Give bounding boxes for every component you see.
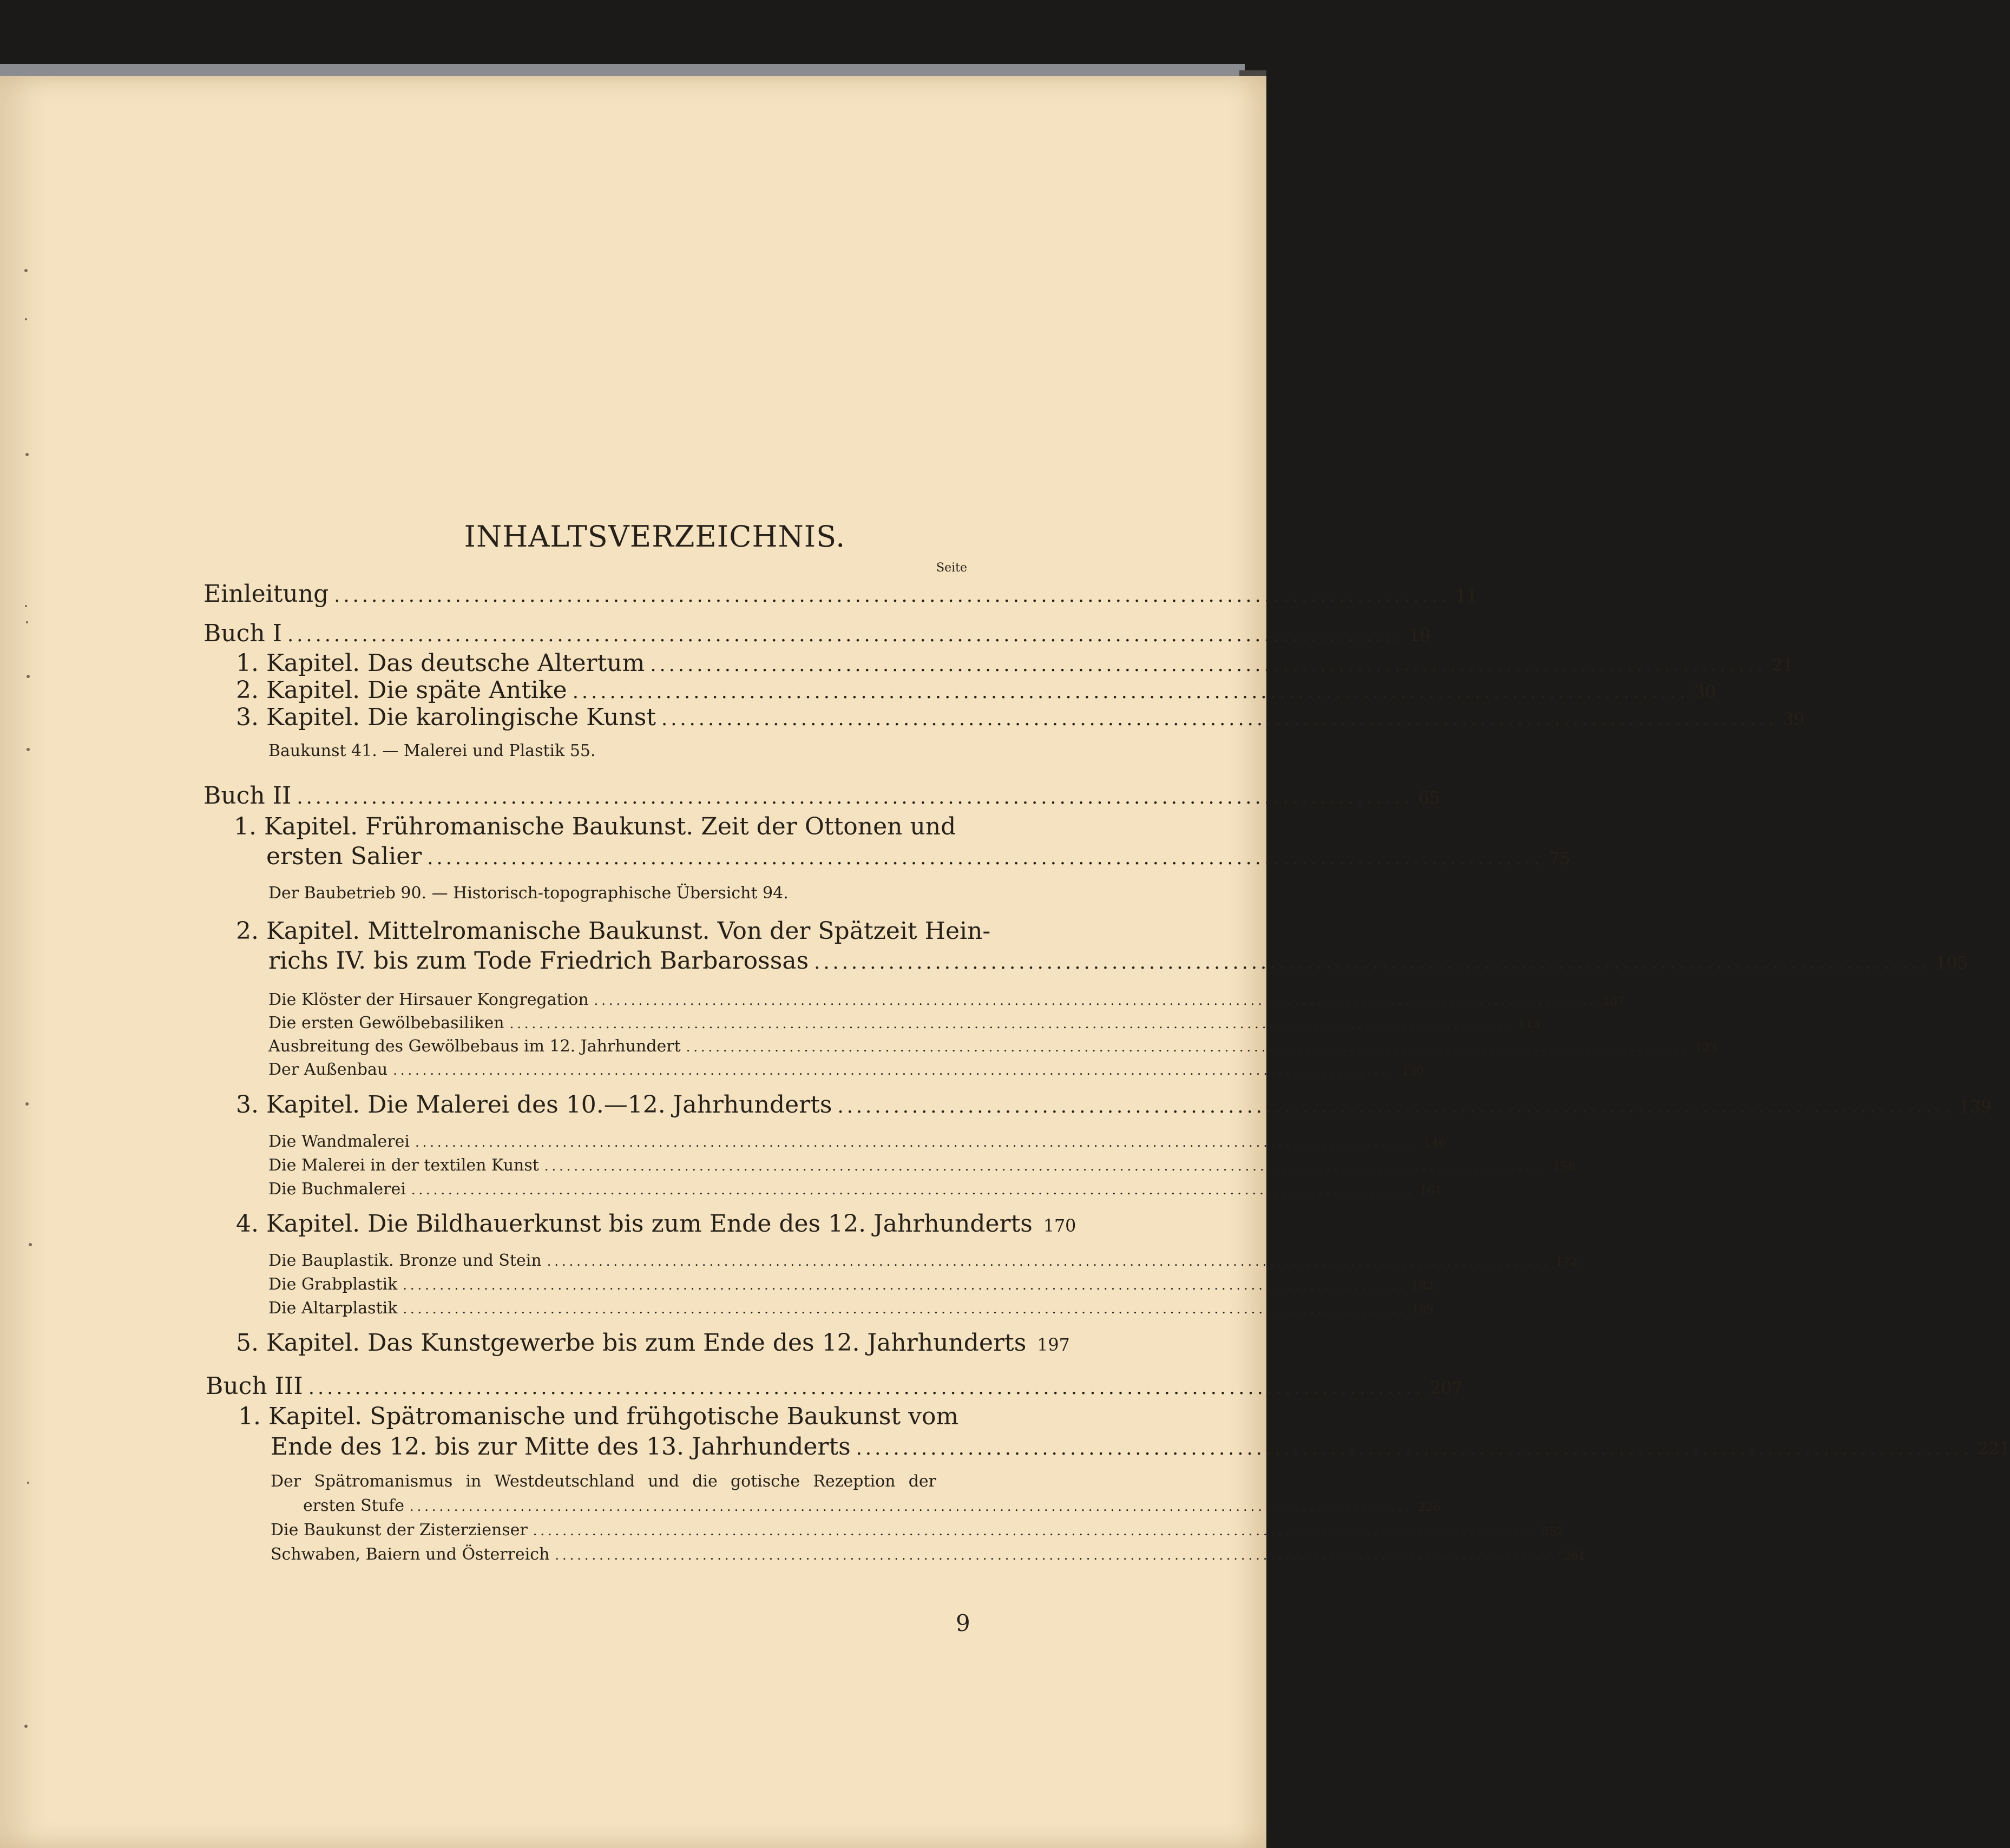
dot-leader: ........................................................................................................................................: [509, 1016, 1513, 1031]
toc-entry-label: Die Klöster der Hirsauer Kongregation: [268, 990, 589, 1009]
dot-leader: ........................................................................................................................................: [533, 1523, 1536, 1538]
toc-page-number: 226: [1418, 1501, 1441, 1514]
stitching-marks: [0, 76, 38, 1848]
dot-leader: ........................................................................................................................................: [403, 1278, 1406, 1293]
toc-page-number: 146: [1423, 1136, 1446, 1150]
toc-entry-label: Buch II: [203, 782, 292, 810]
toc-entry-label: Die ersten Gewölbebasiliken: [268, 1014, 504, 1032]
toc-subentry[interactable]: [271, 1545, 1586, 1564]
dot-leader: ........................................................................................................................................: [415, 1135, 1418, 1150]
toc-subentry[interactable]: [268, 1037, 1717, 1056]
toc-entry-label: Die Bauplastik. Bronze und Stein: [268, 1251, 542, 1270]
dot-leader: ........................................................................................................................: [856, 1437, 1972, 1459]
toc-entry-label: Die Grabplastik: [268, 1275, 398, 1294]
toc-page-number: 158: [1553, 1160, 1575, 1174]
toc-entry-buch3-kapitel-1[interactable]: [271, 1433, 2010, 1461]
toc-page-number: 161: [1420, 1184, 1442, 1198]
dot-leader: ........................................................................................................................: [308, 1377, 1424, 1399]
toc-entry-buch-1[interactable]: [203, 620, 1431, 647]
toc-entry-label: Die Wandmalerei: [268, 1132, 410, 1151]
toc-entry-label: Buch III: [206, 1372, 303, 1400]
toc-entry-buch1-kapitel-2[interactable]: [236, 676, 1716, 704]
toc-page-number: 65: [1418, 788, 1440, 808]
toc-page-number: 130: [1401, 1064, 1424, 1078]
toc-page-number: 197: [1037, 1336, 1070, 1355]
toc-entry-buch2-kapitel-2[interactable]: [268, 947, 1968, 975]
toc-page-number: 139: [1959, 1097, 1992, 1117]
toc-page-number: 221: [1977, 1439, 2010, 1459]
toc-entry-label: 1. Kapitel. Das deutsche Altertum: [236, 649, 645, 677]
dot-leader: ........................................................................................................................: [287, 624, 1404, 646]
toc-entry-buch3-kapitel-1-line1: 1. Kapitel. Spätromanische und frühgotische Baukunst vom: [238, 1403, 959, 1430]
toc-entry-label: Die Malerei in der textilen Kunst: [268, 1156, 539, 1175]
toc-subentry-line1: Der Spätromanismus in Westdeutschland und die gotische Rezeption der: [271, 1472, 936, 1491]
toc-page-number: 11: [1455, 587, 1477, 606]
toc-entry-label: Schwaben, Baiern und Österreich: [271, 1545, 550, 1564]
dot-leader: ........................................................................................................................................: [411, 1182, 1415, 1198]
dot-leader: ........................................................................................................................................: [547, 1254, 1551, 1269]
toc-entry-buch2-kapitel-1-line1: 1. Kapitel. Frühromanische Baukunst. Zeit der Ottonen und: [234, 813, 956, 840]
toc-entry-buch1-kapitel-3[interactable]: [236, 703, 1805, 731]
toc-page-number: 105: [1935, 953, 1968, 973]
toc-subentry[interactable]: [268, 1014, 1541, 1032]
toc-subentry[interactable]: [268, 1299, 1434, 1318]
toc-entry-label: 4. Kapitel. Die Bildhauerkunst bis zum Ende des 12. Jahrhunderts: [236, 1210, 1033, 1238]
toc-entry-label: Einleitung: [203, 580, 329, 608]
toc-page-number: 261: [1563, 1549, 1586, 1563]
toc-page-number: 19: [1409, 626, 1431, 646]
toc-page-number: 113: [1518, 1018, 1541, 1031]
dot-leader: ........................................................................................................................: [427, 847, 1543, 869]
dot-leader: ........................................................................................................................: [661, 708, 1778, 730]
toc-entry-buch2-kapitel-2-line1: 2. Kapitel. Mittelromanische Baukunst. Von der Spätzeit Hein-: [236, 917, 991, 945]
toc-page-number: 123: [1694, 1041, 1717, 1055]
dot-leader: ........................................................................................................................: [572, 681, 1689, 703]
toc-entry-label: Die Buchmalerei: [268, 1180, 406, 1199]
toc-entry-buch2-kapitel-3[interactable]: [236, 1091, 1992, 1119]
dot-leader: ........................................................................................................................................: [555, 1548, 1558, 1563]
toc-subentry[interactable]: [268, 1060, 1424, 1079]
toc-entry-buch2-kapitel-1[interactable]: [266, 843, 1571, 870]
toc-entry-label: Die Altarplastik: [268, 1299, 398, 1318]
toc-subentry[interactable]: [268, 1251, 1578, 1270]
toc-subentry[interactable]: [268, 1180, 1442, 1199]
toc-entry-einleitung[interactable]: [203, 580, 1477, 608]
toc-entry-buch2-kapitel-5[interactable]: [236, 1329, 1070, 1357]
toc-subentry[interactable]: [268, 1275, 1434, 1294]
toc-note: Der Baubetrieb 90. — Historisch-topographische Übersicht 94.: [268, 884, 789, 903]
toc-entry-label: 3. Kapitel. Die Malerei des 10.—12. Jahrhunderts: [236, 1091, 832, 1119]
toc-entry-label: richs IV. bis zum Tode Friedrich Barbarossas: [268, 947, 809, 975]
toc-subentry[interactable]: [303, 1496, 1441, 1515]
toc-entry-label: Buch I: [203, 620, 283, 647]
toc-entry-label: Ende des 12. bis zur Mitte des 13. Jahrhunderts: [271, 1433, 851, 1461]
dot-leader: ........................................................................................................................................: [594, 993, 1598, 1008]
toc-subentry[interactable]: [271, 1521, 1564, 1540]
toc-subentry[interactable]: [268, 990, 1625, 1009]
page-title: INHALTSVERZEICHNIS.: [464, 519, 846, 554]
dot-leader: ........................................................................................................................................: [393, 1063, 1396, 1078]
dot-leader: ........................................................................................................................: [837, 1095, 1954, 1117]
toc-page-number: 252: [1541, 1525, 1564, 1538]
dot-leader: ........................................................................................................................................: [403, 1301, 1406, 1317]
dot-leader: ........................................................................................................................................: [544, 1159, 1548, 1174]
dot-leader: ........................................................................................................................: [650, 654, 1766, 676]
dot-leader: ........................................................................................................................: [297, 786, 1413, 808]
toc-entry-label: ersten Stufe: [303, 1496, 404, 1515]
toc-page-number: 172: [1555, 1255, 1578, 1269]
toc-page-number: 30: [1693, 683, 1716, 702]
book-page: [0, 76, 2010, 1848]
dot-leader: ........................................................................................................................................: [686, 1040, 1690, 1055]
dot-leader: ........................................................................................................................: [814, 951, 1930, 974]
toc-subentry[interactable]: [268, 1132, 1446, 1151]
toc-entry-label: 2. Kapitel. Die späte Antike: [236, 676, 567, 704]
toc-page-number: 182: [1411, 1279, 1434, 1293]
toc-subentry[interactable]: [268, 1156, 1575, 1175]
toc-page-number: 189: [1411, 1303, 1434, 1317]
page-column-label: Seite: [936, 561, 967, 575]
toc-entry-buch2-kapitel-4[interactable]: [236, 1210, 1076, 1238]
toc-entry-label: ersten Salier: [266, 843, 422, 870]
toc-entry-label: Der Außenbau: [268, 1060, 388, 1079]
toc-entry-buch1-kapitel-1[interactable]: [236, 649, 1794, 677]
toc-page-number: 39: [1783, 710, 1805, 729]
toc-entry-label: 5. Kapitel. Das Kunstgewerbe bis zum Ende des 12. Jahrhunderts: [236, 1329, 1027, 1357]
toc-entry-buch-3[interactable]: [206, 1372, 1463, 1400]
toc-page-number: 107: [1602, 995, 1625, 1008]
toc-entry-label: 3. Kapitel. Die karolingische Kunst: [236, 703, 656, 731]
toc-entry-label: Ausbreitung des Gewölbebaus im 12. Jahrhundert: [268, 1037, 681, 1056]
toc-entry-label: Die Baukunst der Zisterzienser: [271, 1521, 528, 1540]
dot-leader: ........................................................................................................................................: [409, 1499, 1413, 1514]
toc-page-number: 21: [1771, 656, 1794, 675]
toc-page-number: 207: [1430, 1379, 1463, 1398]
toc-note: Baukunst 41. — Malerei und Plastik 55.: [268, 741, 596, 760]
page-number: 9: [956, 1610, 970, 1636]
dot-leader: ........................................................................................................................: [334, 584, 1450, 607]
toc-entry-buch-2[interactable]: [203, 782, 1440, 810]
toc-page-number: 75: [1548, 849, 1571, 869]
toc-page-number: 170: [1043, 1216, 1076, 1236]
